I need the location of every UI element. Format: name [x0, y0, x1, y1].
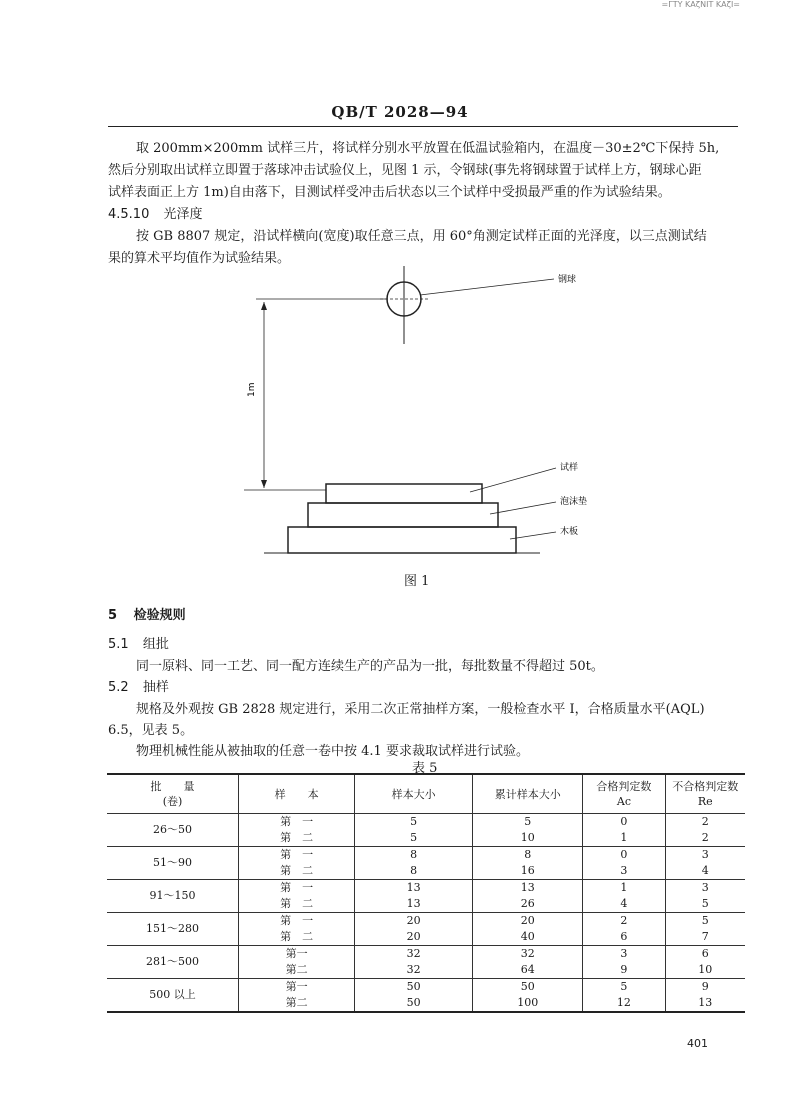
label-height: 1m — [247, 382, 257, 397]
cell-reject: 7 — [665, 929, 745, 946]
table-row — [107, 880, 745, 897]
cell-reject: 5 — [665, 896, 745, 913]
sample-block — [326, 484, 482, 503]
cell-batch: 281～500 — [107, 946, 239, 979]
cell-batch: 500 以上 — [107, 979, 239, 1013]
arrow-top — [261, 302, 267, 310]
cell-batch: 151～280 — [107, 913, 239, 946]
cell-reject: 3 — [665, 880, 745, 897]
label-board: 木板 — [560, 527, 579, 537]
cell-sample-size: 20 — [355, 929, 473, 946]
cell-reject: 9 — [665, 979, 745, 996]
cell-cumulative-size: 16 — [473, 863, 583, 880]
table-row — [107, 979, 745, 996]
cell-accept: 0 — [583, 847, 665, 864]
header-sample: 样 本 — [239, 774, 355, 814]
header-reject: 不合格判定数 Re — [665, 774, 745, 814]
cell-reject: 10 — [665, 962, 745, 979]
cell-sample: 第 二 — [239, 896, 355, 913]
cell-sample-size: 8 — [355, 863, 473, 880]
cell-cumulative-size: 20 — [473, 913, 583, 930]
cell-sample: 第二 — [239, 962, 355, 979]
section-4-5-10 — [108, 203, 203, 222]
page-number: 401 — [687, 1037, 708, 1050]
para1-line-1: 取 200mm×200mm 试样三片，将试样分别水平放置在低温试验箱内，在温度－30±2℃下保持 5h, — [136, 141, 720, 156]
cell-accept: 9 — [583, 962, 665, 979]
table-5-caption: 表 5 — [412, 761, 438, 776]
cell-sample: 第 一 — [239, 847, 355, 864]
cell-reject: 5 — [665, 913, 745, 930]
table-header-row — [107, 774, 745, 814]
cell-cumulative-size: 64 — [473, 962, 583, 979]
cell-accept: 12 — [583, 995, 665, 1012]
figure-caption: 图 1 — [404, 574, 430, 589]
cell-cumulative-size: 40 — [473, 929, 583, 946]
cell-accept: 6 — [583, 929, 665, 946]
cell-sample-size: 13 — [355, 896, 473, 913]
foam-leader — [490, 502, 556, 514]
table-row — [107, 946, 745, 963]
table-row — [107, 814, 745, 831]
cell-batch: 26～50 — [107, 814, 239, 847]
wood-board-block — [288, 527, 516, 553]
cell-accept: 0 — [583, 814, 665, 831]
section-5-2 — [108, 676, 169, 695]
cell-reject: 6 — [665, 946, 745, 963]
figure-1-drop-ball-diagram — [240, 262, 600, 562]
section-5-2-line-3: 物理机械性能从被抽取的任意一卷中按 4.1 要求裁取试样进行试验。 — [136, 744, 529, 759]
cell-sample-size: 13 — [355, 880, 473, 897]
section-5-1 — [108, 633, 169, 652]
cell-cumulative-size: 8 — [473, 847, 583, 864]
cell-cumulative-size: 50 — [473, 979, 583, 996]
cell-sample-size: 50 — [355, 995, 473, 1012]
cell-sample: 第 二 — [239, 929, 355, 946]
cell-accept: 5 — [583, 979, 665, 996]
section-title: 检验规则 — [133, 608, 186, 623]
cell-sample-size: 20 — [355, 913, 473, 930]
cell-cumulative-size: 26 — [473, 896, 583, 913]
cell-cumulative-size: 32 — [473, 946, 583, 963]
header-cumulative-size: 累计样本大小 — [473, 774, 583, 814]
cell-accept: 1 — [583, 880, 665, 897]
cell-reject: 13 — [665, 995, 745, 1012]
cell-reject: 2 — [665, 814, 745, 831]
cell-sample: 第 一 — [239, 880, 355, 897]
section-number: 4.5.10 — [108, 207, 150, 222]
para1-line-2: 然后分别取出试样立即置于落球冲击试验仪上，见图 1 示，令钢球(事先将钢球置于试样上方，钢球心距 — [108, 163, 702, 178]
table-row — [107, 913, 745, 930]
cell-reject: 2 — [665, 830, 745, 847]
cell-cumulative-size: 100 — [473, 995, 583, 1012]
label-sample: 试样 — [560, 463, 579, 473]
para2-line-2: 果的算术平均值作为试验结果。 — [108, 251, 291, 266]
table-5 — [107, 773, 745, 1013]
header-sample-size: 样本大小 — [355, 774, 473, 814]
cell-batch: 51～90 — [107, 847, 239, 880]
cell-accept: 3 — [583, 946, 665, 963]
label-foam: 泡沫垫 — [560, 497, 588, 507]
section-title: 组批 — [142, 637, 169, 652]
arrow-bottom — [261, 480, 267, 488]
cell-reject: 3 — [665, 847, 745, 864]
cell-accept: 2 — [583, 913, 665, 930]
cell-sample-size: 50 — [355, 979, 473, 996]
cell-sample: 第 一 — [239, 913, 355, 930]
header-batch: 批 量 (卷) — [107, 774, 239, 814]
cell-sample-size: 5 — [355, 814, 473, 831]
sample-leader — [470, 468, 556, 492]
cell-reject: 4 — [665, 863, 745, 880]
header-rule — [108, 126, 738, 127]
cell-sample-size: 32 — [355, 946, 473, 963]
corner-mark: =ΓΤΥ ΚΑζΝΙΤ ΚΑζΙ= — [661, 0, 740, 9]
cell-sample: 第 一 — [239, 814, 355, 831]
cell-sample: 第一 — [239, 979, 355, 996]
board-leader — [510, 532, 556, 539]
cell-sample: 第一 — [239, 946, 355, 963]
cell-sample-size: 8 — [355, 847, 473, 864]
section-title: 光泽度 — [163, 207, 203, 222]
para2-line-1: 按 GB 8807 规定，沿试样横向(宽度)取任意三点，用 60°角测定试样正面的光泽度，以三点测试结 — [136, 229, 707, 244]
cell-batch: 91～150 — [107, 880, 239, 913]
section-5-1-text: 同一原料、同一工艺、同一配方连续生产的产品为一批，每批数量不得超过 50t。 — [136, 659, 604, 674]
foam-pad-block — [308, 503, 498, 527]
cell-sample-size: 32 — [355, 962, 473, 979]
page-header: QB/T 2028—94 — [331, 103, 469, 121]
cell-sample: 第 二 — [239, 863, 355, 880]
cell-sample: 第二 — [239, 995, 355, 1012]
section-number: 5 — [108, 608, 118, 623]
cell-cumulative-size: 5 — [473, 814, 583, 831]
cell-accept: 1 — [583, 830, 665, 847]
cell-accept: 4 — [583, 896, 665, 913]
section-5-2-line-2: 6.5，见表 5。 — [108, 723, 194, 738]
section-5-2-line-1: 规格及外观按 GB 2828 规定进行，采用二次正常抽样方案，一般检查水平 Ⅰ，合格质量水平(AQL) — [136, 702, 705, 717]
ball-leader — [420, 279, 554, 295]
cell-cumulative-size: 10 — [473, 830, 583, 847]
table-row — [107, 847, 745, 864]
label-ball: 钢球 — [558, 275, 577, 285]
header-accept: 合格判定数 Ac — [583, 774, 665, 814]
cell-cumulative-size: 13 — [473, 880, 583, 897]
section-number: 5.1 — [108, 637, 129, 652]
section-title: 抽样 — [142, 680, 169, 695]
para1-line-3: 试样表面正上方 1m)自由落下，目测试样受冲击后状态以三个试样中受损最严重的作为试验结果。 — [108, 185, 671, 200]
section-5 — [108, 604, 186, 623]
cell-accept: 3 — [583, 863, 665, 880]
cell-sample: 第 二 — [239, 830, 355, 847]
cell-sample-size: 5 — [355, 830, 473, 847]
section-number: 5.2 — [108, 680, 129, 695]
